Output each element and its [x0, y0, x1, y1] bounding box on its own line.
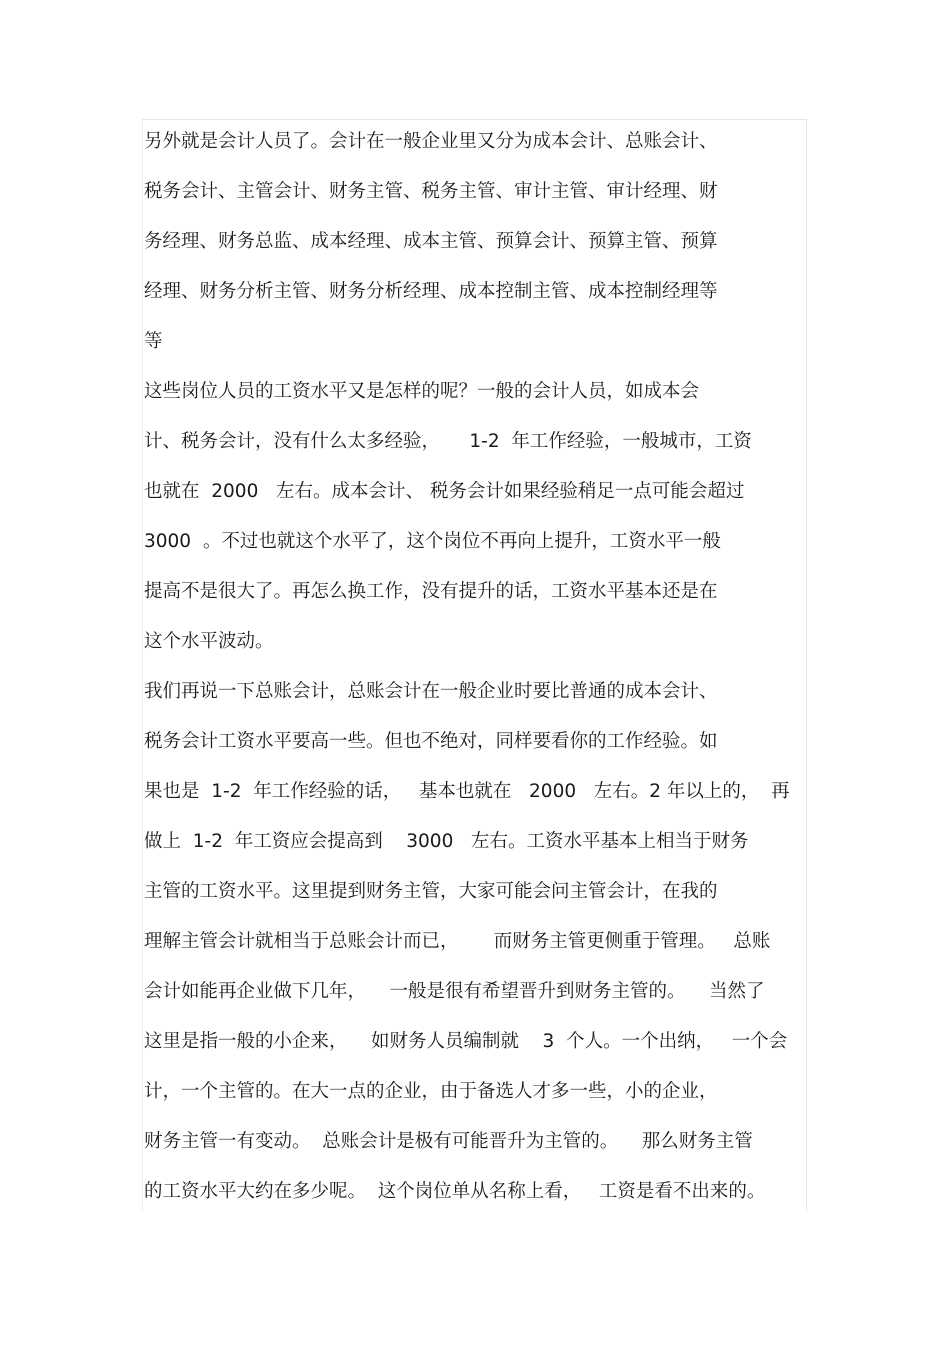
text-line: 另外就是会计人员了。会计在一般企业里又分为成本会计、总账会计、: [144, 131, 718, 152]
text-line: 经理、财务分析主管、财务分析经理、成本控制主管、成本控制经理等: [144, 281, 718, 302]
text-line: 这里是指一般的小企来， 如财务人员编制就 3 个人。一个出纳， 一个会: [144, 1031, 788, 1052]
text-line: 这些岗位人员的工资水平又是怎样的呢？一般的会计人员，如成本会: [144, 381, 700, 402]
text-line: 3000 。不过也就这个水平了，这个岗位不再向上提升，工资水平一般: [144, 531, 721, 552]
text-line: 理解主管会计就相当于总账会计而已， 而财务主管更侧重于管理。 总账: [144, 931, 771, 952]
text-line: 这个水平波动。: [144, 631, 274, 652]
text-line: 税务会计工资水平要高一些。但也不绝对，同样要看你的工作经验。如: [144, 731, 718, 752]
text-line: 等: [144, 331, 163, 352]
text-line: 计、税务会计，没有什么太多经验， 1-2 年工作经验，一般城市，工资: [144, 431, 752, 452]
text-line: 计，一个主管的。在大一点的企业，由于备选人才多一些，小的企业，: [144, 1081, 718, 1102]
document-body: [144, 124, 809, 1224]
text-line: 做上 1-2 年工资应会提高到 3000 左右。工资水平基本上相当于财务: [144, 831, 749, 852]
text-line: 主管的工资水平。这里提到财务主管，大家可能会问主管会计，在我的: [144, 881, 718, 902]
text-line: 提高不是很大了。再怎么换工作，没有提升的话，工资水平基本还是在: [144, 581, 718, 602]
text-line: 的工资水平大约在多少呢。 这个岗位单从名称上看， 工资是看不出来的。: [144, 1181, 766, 1202]
text-line: 果也是 1-2 年工作经验的话， 基本也就在 2000 左右。2 年以上的， 再: [144, 781, 790, 802]
text-line: 财务主管一有变动。 总账会计是极有可能晋升为主管的。 那么财务主管: [144, 1131, 753, 1152]
text-line: 会计如能再企业做下几年， 一般是很有希望晋升到财务主管的。 当然了: [144, 981, 765, 1002]
text-line: 我们再说一下总账会计，总账会计在一般企业时要比普通的成本会计、: [144, 681, 718, 702]
text-line: 税务会计、主管会计、财务主管、税务主管、审计主管、审计经理、财: [144, 181, 718, 202]
text-line: 也就在 2000 左右。成本会计、 税务会计如果经验稍足一点可能会超过: [144, 481, 745, 502]
text-line: 务经理、财务总监、成本经理、成本主管、预算会计、预算主管、预算: [144, 231, 718, 252]
